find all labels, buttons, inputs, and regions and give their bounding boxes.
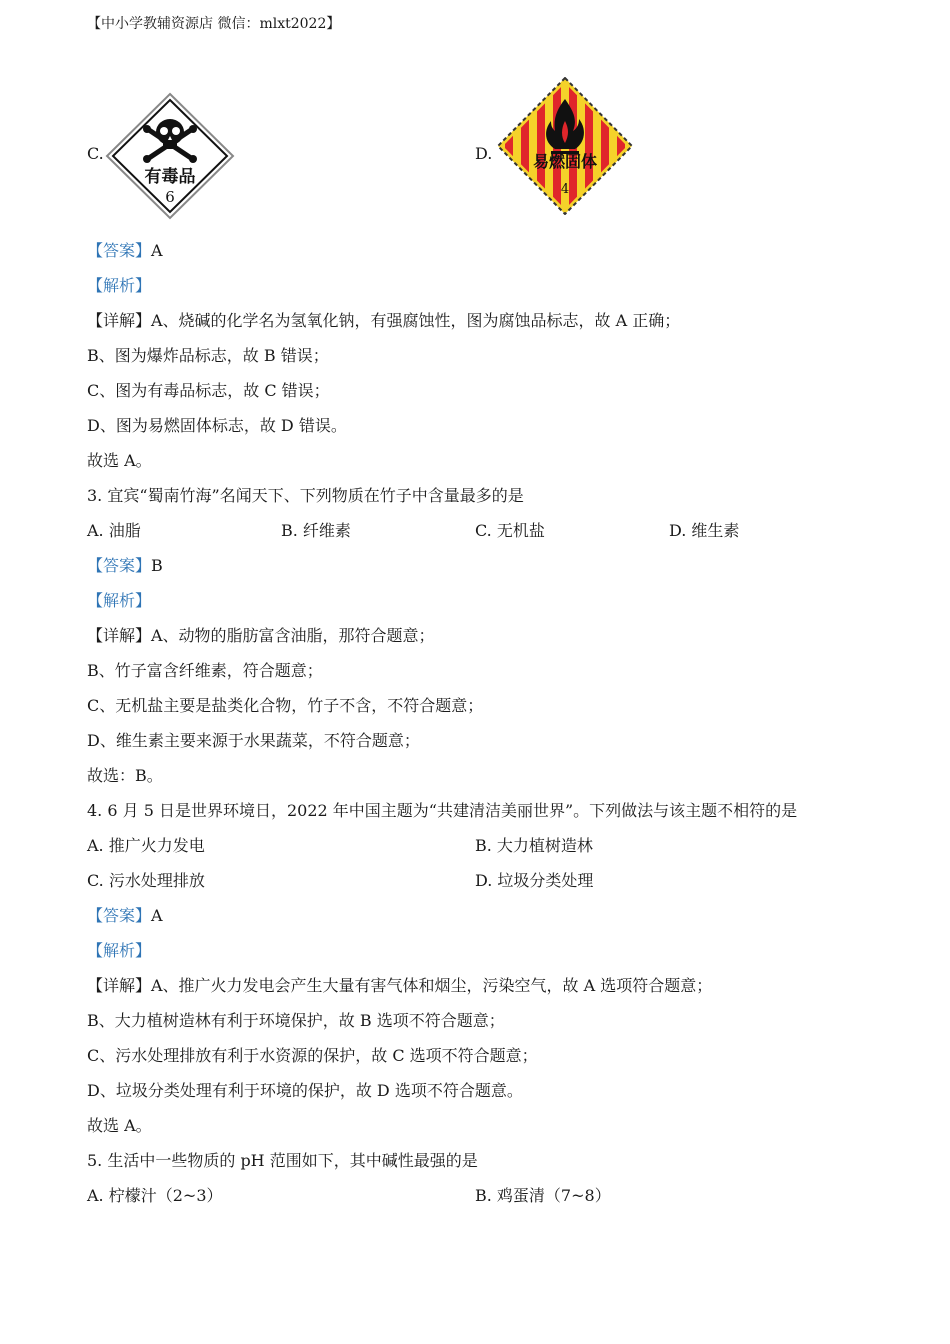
q3-detail-line: 【详解】A、动物的脂肪富含油脂，那符合题意；: [87, 626, 435, 645]
toxic-sign-class: 6: [165, 188, 175, 206]
q4-detail-line: D、垃圾分类处理有利于环境的保护，故 D 选项不符合题意。: [87, 1081, 523, 1100]
answer-value: A: [151, 906, 163, 925]
q4-detail-line: 【详解】A、推广火力发电会产生大量有害气体和烟尘，污染空气，故 A 选项符合题意；: [87, 976, 713, 995]
q4-option-b: B. 大力植树造林: [475, 836, 593, 855]
flammable-solid-sign: [497, 77, 633, 215]
option-d-label: D.: [475, 144, 493, 163]
q2-analysis-tag: 【解析】: [87, 276, 152, 295]
toxic-sign-text: 有毒品: [144, 167, 196, 187]
q3-detail-line: B、竹子富含纤维素，符合题意；: [87, 661, 323, 680]
q3-detail-line: C、无机盐主要是盐类化合物，竹子不含，不符合题意；: [87, 696, 484, 715]
q5-option-b: B. 鸡蛋清（7~8）: [475, 1186, 611, 1205]
q5-option-a: A. 柠檬汁（2~3）: [87, 1186, 223, 1205]
q4-conclusion: 故选 A。: [87, 1116, 152, 1135]
q4-detail-line: C、污水处理排放有利于水资源的保护，故 C 选项不符合题意；: [87, 1046, 538, 1065]
q3-conclusion: 故选：B。: [87, 766, 163, 785]
q4-option-a: A. 推广火力发电: [87, 836, 205, 855]
q4-stem: 4. 6 月 5 日是世界环境日，2022 年中国主题为“共建清洁美丽世界”。下列做法与该主题不相符的是: [87, 801, 798, 820]
q3-option-c: C. 无机盐: [475, 521, 545, 540]
q2-detail-line: B、图为爆炸品标志，故 B 错误；: [87, 346, 329, 365]
q3-analysis-tag: 【解析】: [87, 591, 152, 610]
q4-analysis-tag: 【解析】: [87, 941, 152, 960]
q3-option-d: D. 维生素: [669, 521, 740, 540]
q2-detail-line: 【详解】A、烧碱的化学名为氢氧化钠，有强腐蚀性，图为腐蚀品标志，故 A 正确；: [87, 311, 681, 330]
q3-stem: 3. 宜宾“蜀南竹海”名闻天下、下列物质在竹子中含量最多的是: [87, 486, 524, 505]
answer-tag: 【答案】: [87, 906, 152, 925]
flammable-sign-text: 易燃固体: [532, 152, 598, 171]
q4-option-c: C. 污水处理排放: [87, 871, 205, 890]
q3-option-b: B. 纤维素: [281, 521, 351, 540]
answer-value: B: [151, 556, 163, 575]
q5-stem: 5. 生活中一些物质的 pH 范围如下，其中碱性最强的是: [87, 1151, 478, 1170]
header-watermark: 【中小学教辅资源店 微信：mlxt2022】: [87, 16, 341, 32]
q2-detail-line: C、图为有毒品标志，故 C 错误；: [87, 381, 330, 400]
q4-option-d: D. 垃圾分类处理: [475, 871, 594, 890]
q3-option-a: A. 油脂: [87, 521, 141, 540]
q3-detail-line: D、维生素主要来源于水果蔬菜，不符合题意；: [87, 731, 420, 750]
q2-detail-line: D、图为易燃固体标志，故 D 错误。: [87, 416, 347, 435]
answer-tag: 【答案】: [87, 241, 152, 260]
q2-conclusion: 故选 A。: [87, 451, 152, 470]
q2-answer: [87, 241, 163, 261]
flammable-sign-class: 4: [560, 182, 570, 197]
answer-value: A: [151, 241, 163, 260]
q4-detail-line: B、大力植树造林有利于环境保护，故 B 选项不符合题意；: [87, 1011, 505, 1030]
q3-answer: [87, 556, 163, 576]
toxic-sign: [105, 92, 235, 220]
answer-tag: 【答案】: [87, 556, 152, 575]
q4-answer: [87, 906, 163, 926]
option-c-label: C.: [87, 144, 104, 163]
